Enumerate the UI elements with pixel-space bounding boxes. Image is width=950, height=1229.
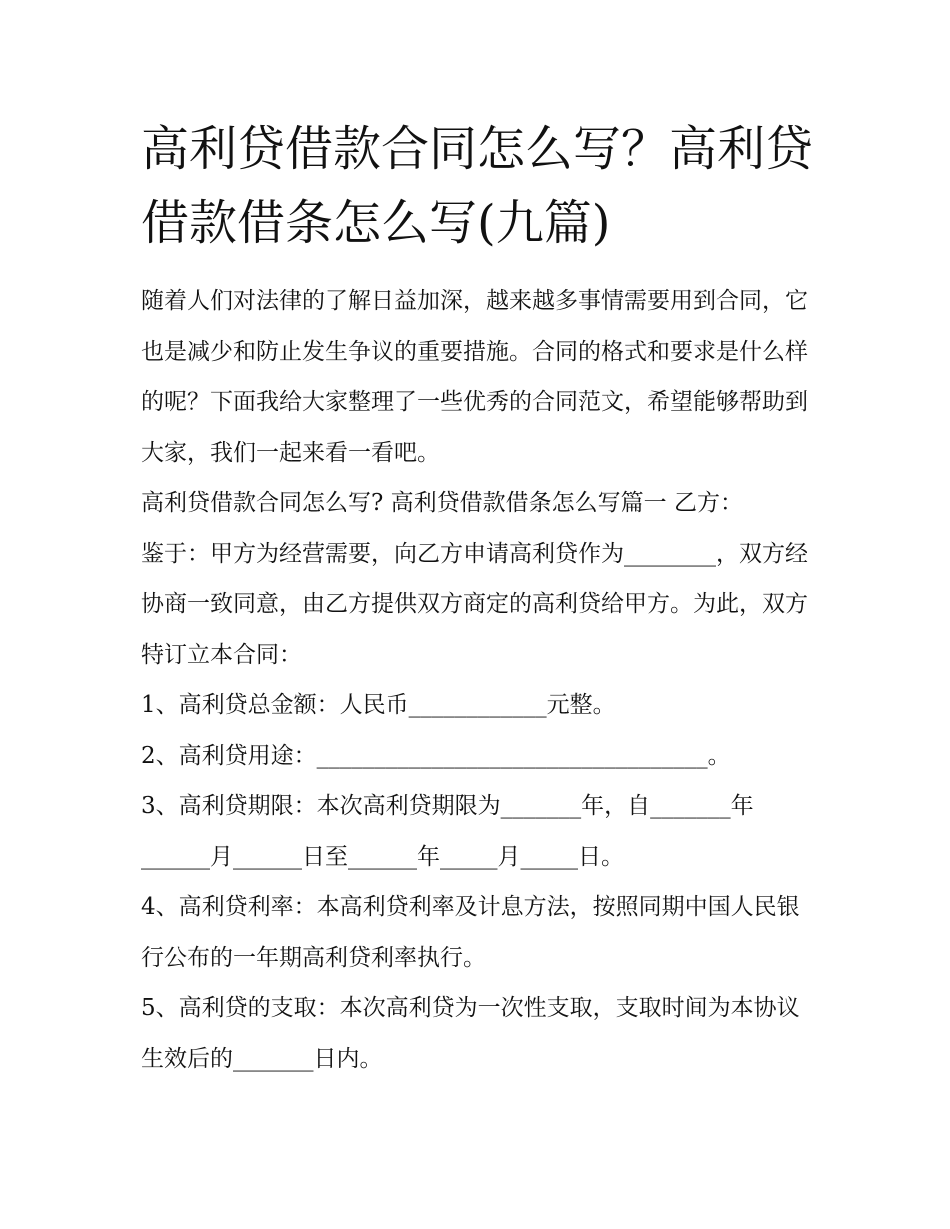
clause-3-term: 3、高利贷期限：本次高利贷期限为_______年，自_______年______月______日至______年_____月_____日。 xyxy=(141,793,754,870)
paragraph-intro: 随着人们对法律的了解日益加深，越来越多事情需要用到合同，它也是减少和防止发生争议的重要措施。合同的格式和要求是什么样的呢？下面我给大家整理了一些优秀的合同范文，希望能够帮助到大家，我们一起来看一看吧。 xyxy=(141,288,808,466)
document-title: 高利贷借款合同怎么写？高利贷借款借条怎么写(九篇) xyxy=(141,121,814,251)
clause-5-drawdown: 5、高利贷的支取：本次高利贷为一次性支取，支取时间为本协议生效后的_______日内。 xyxy=(141,995,800,1072)
paragraph-section-heading: 高利贷借款合同怎么写? 高利贷借款借条怎么写篇一 乙方： xyxy=(141,490,743,516)
clause-2-purpose: 2、高利贷用途：__________________________________。 xyxy=(141,742,731,769)
clause-4-interest-rate: 4、高利贷利率：本高利贷利率及计息方法，按照同期中国人民银行公布的一年期高利贷利率执行。 xyxy=(141,894,800,971)
document-body xyxy=(141,276,821,1084)
paragraph-whereas: 鉴于：甲方为经营需要，向乙方申请高利贷作为________，双方经协商一致同意，由乙方提供双方商定的高利贷给甲方。为此，双方特订立本合同： xyxy=(141,540,808,668)
clause-1-total-amount: 1、高利贷总金额：人民币____________元整。 xyxy=(141,692,616,718)
